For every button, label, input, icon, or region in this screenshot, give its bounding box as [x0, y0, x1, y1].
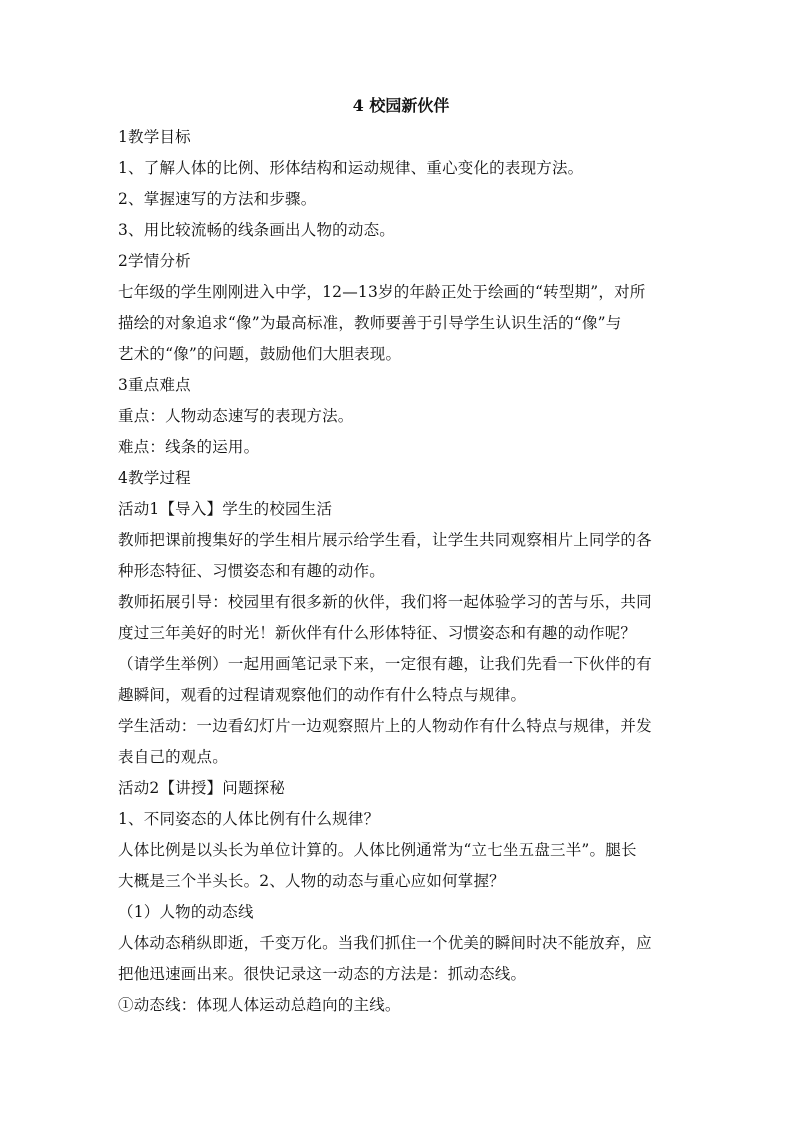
text-line: 学生活动：一边看幻灯片一边观察照片上的人物动作有什么特点与规律，并发 [118, 717, 652, 735]
document-body [118, 94, 678, 1021]
text-line: 3、用比较流畅的线条画出人物的动态。 [118, 221, 395, 239]
lesson-title: 4 校园新伙伴 [352, 96, 450, 115]
text-line: 活动1【导入】学生的校园生活 [118, 500, 333, 518]
text-line: 艺术的“像”的问题，鼓励他们大胆表现。 [118, 345, 402, 363]
text-line: （1）人物的动态线 [118, 903, 254, 921]
text-line: 大概是三个半头长。2、人物的动态与重心应如何掌握？ [118, 872, 505, 890]
text-line: 1、不同姿态的人体比例有什么规律？ [118, 810, 380, 828]
text-line: 难点：线条的运用。 [118, 438, 260, 456]
text-line: 4教学过程 [118, 469, 191, 487]
text-line: 表自己的观点。 [118, 748, 228, 766]
text-line: 1教学目标 [118, 128, 191, 146]
text-line: 2、掌握速写的方法和步骤。 [118, 190, 317, 208]
text-line: 度过三年美好的时光！新伙伴有什么形体特征、习惯姿态和有趣的动作呢？ [118, 624, 637, 642]
text-line: （请学生举例）一起用画笔记录下来，一定很有趣，让我们先看一下伙伴的有 [118, 655, 652, 673]
text-line: 2学情分析 [118, 252, 191, 270]
text-line: 人体动态稍纵即逝，千变万化。当我们抓住一个优美的瞬间时决不能放弃，应 [118, 934, 652, 952]
text-line: 重点：人物动态速写的表现方法。 [118, 407, 354, 425]
text-line: ①动态线：体现人体运动总趋向的主线。 [118, 996, 401, 1014]
text-line: 种形态特征、习惯姿态和有趣的动作。 [118, 562, 385, 580]
text-line: 把他迅速画出来。很快记录这一动态的方法是：抓动态线。 [118, 965, 527, 983]
text-line: 人体比例是以头长为单位计算的。人体比例通常为“立七坐五盘三半”。腿长 [118, 841, 637, 859]
text-line: 描绘的对象追求“像”为最高标准，教师要善于引导学生认识生活的“像”与 [118, 314, 622, 332]
text-line: 活动2【讲授】问题探秘 [118, 779, 286, 797]
text-line: 3重点难点 [118, 376, 191, 394]
text-line: 趣瞬间，观看的过程请观察他们的动作有什么特点与规律。 [118, 686, 527, 704]
text-line: 教师把课前搜集好的学生相片展示给学生看，让学生共同观察相片上同学的各 [118, 531, 652, 549]
text-line: 1、了解人体的比例、形体结构和运动规律、重心变化的表现方法。 [118, 159, 584, 177]
text-line: 教师拓展引导：校园里有很多新的伙伴，我们将一起体验学习的苦与乐，共同 [118, 593, 652, 611]
text-line: 七年级的学生刚刚进入中学，12—13岁的年龄正处于绘画的“转型期”，对所 [118, 283, 646, 301]
